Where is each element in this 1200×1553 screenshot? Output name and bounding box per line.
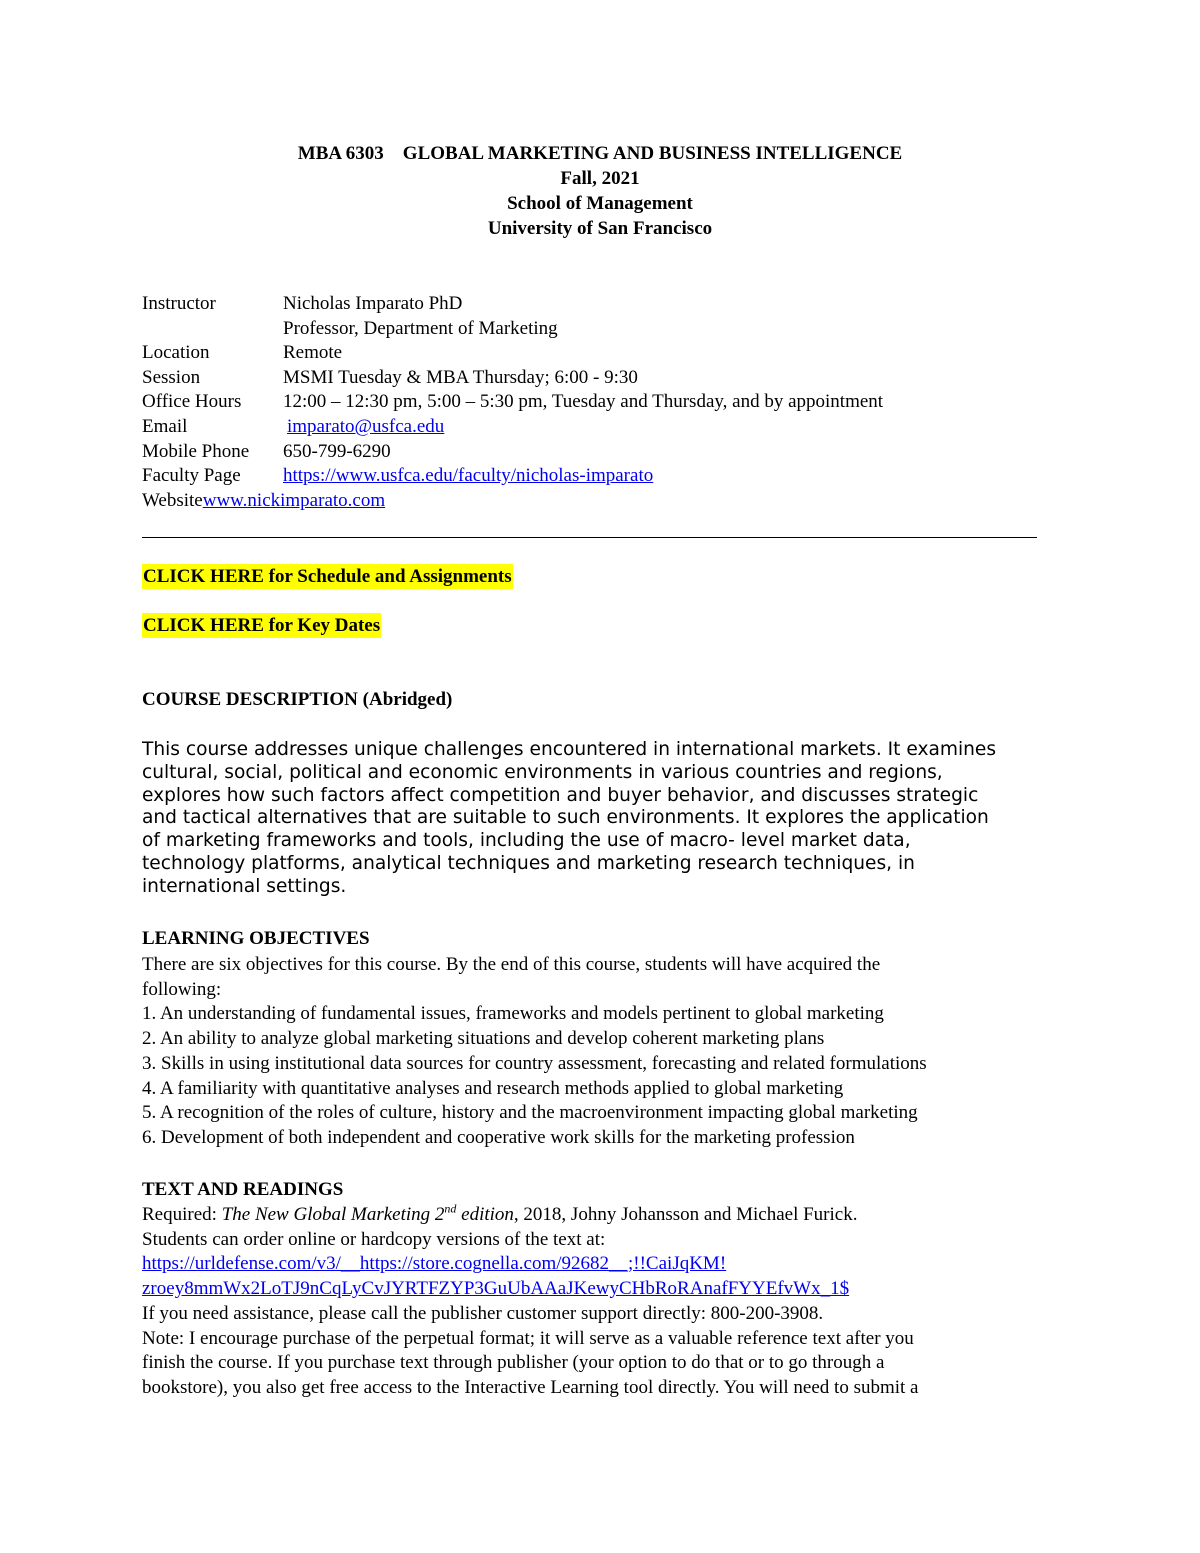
- email-label: Email: [142, 415, 188, 437]
- session-value: MSMI Tuesday & MBA Thursday; 6:00 - 9:30: [283, 366, 638, 388]
- email-link[interactable]: imparato@usfca.edu: [287, 415, 445, 437]
- instructor-title: Professor, Department of Marketing: [283, 317, 558, 339]
- location-label: Location: [142, 342, 210, 364]
- instructor-info: [142, 292, 883, 513]
- assistance-line: If you need assistance, please call the publisher customer support directly: 800-200-3908.: [142, 1302, 824, 1324]
- document-header: [0, 141, 1200, 241]
- university-name: University of San Francisco: [487, 218, 713, 239]
- instructor-title-row: [142, 317, 883, 342]
- office-hours-row: [142, 390, 883, 415]
- book-title: The New Global Marketing 2nd edition: [221, 1201, 514, 1225]
- objective-item: 2. An ability to analyze global marketing situations and develop coherent marketing plans: [142, 1028, 825, 1050]
- term: Fall, 2021: [560, 168, 640, 189]
- location-value: Remote: [283, 342, 343, 364]
- description-line: explores how such factors affect competition and buyer behavior, and discusses strategic: [142, 784, 979, 806]
- key-dates-link[interactable]: CLICK HERE for Key Dates: [143, 615, 381, 636]
- schedule-assignments-link[interactable]: CLICK HERE for Schedule and Assignments: [143, 566, 512, 587]
- objectives-intro: There are six objectives for this course. By the end of this course, students will have acquired the: [142, 954, 881, 975]
- text-readings-heading: TEXT AND READINGS: [142, 1179, 344, 1200]
- description-line: cultural, social, political and economic environments in various countries and regions,: [142, 761, 943, 783]
- school-name: School of Management: [507, 193, 693, 214]
- book-details: , 2018, Johny Johansson and Michael Furick.: [513, 1204, 858, 1225]
- location-row: [142, 341, 883, 366]
- objectives-intro-cont: following:: [142, 978, 222, 1000]
- note-line: Note: I encourage purchase of the perpetual format; it will serve as a valuable reference text after you: [142, 1327, 914, 1349]
- faculty-page-label: Faculty Page: [142, 465, 241, 487]
- phone-value: 650-799-6290: [283, 440, 391, 462]
- description-line: international settings.: [142, 875, 347, 897]
- publisher-link-cont[interactable]: zroey8mmWx2LoTJ9nCqLyCvJYRTFZYP3GuUbAAaJKewyCHbRoRAnafFYYEfvWx_1$: [142, 1278, 850, 1300]
- phone-label: Mobile Phone: [142, 440, 250, 462]
- publisher-link[interactable]: https://urldefense.com/v3/__https://store.cognella.com/92682__;!!CaiJqKM!: [142, 1253, 727, 1275]
- required-label: Required:: [142, 1204, 222, 1225]
- session-label: Session: [142, 366, 201, 388]
- objective-item: 4. A familiarity with quantitative analyses and research methods applied to global marketing: [142, 1077, 844, 1099]
- website-link[interactable]: www.nickimparato.com: [202, 489, 386, 511]
- required-text-line: [142, 1203, 1042, 1228]
- faculty-page-row: [142, 464, 883, 489]
- course-description-heading: COURSE DESCRIPTION (Abridged): [142, 689, 453, 710]
- note-line: finish the course. If you purchase text through publisher (your option to do that or to go through a: [142, 1352, 885, 1374]
- office-hours-label: Office Hours: [142, 391, 242, 413]
- description-line: and tactical alternatives that are suitable to such environments. It explores the application: [142, 807, 989, 829]
- objective-item: 1. An understanding of fundamental issues, frameworks and models pertinent to global marketing: [142, 1003, 884, 1025]
- instructor-label: Instructor: [142, 293, 216, 314]
- website-label: Website: [142, 489, 203, 511]
- email-row: [142, 415, 883, 440]
- course-title: MBA 6303 GLOBAL MARKETING AND BUSINESS INTELLIGENCE: [297, 143, 903, 164]
- learning-objectives: [142, 953, 1042, 1151]
- learning-objectives-heading: LEARNING OBJECTIVES: [142, 928, 370, 949]
- description-line: technology platforms, analytical techniques and marketing research techniques, in: [142, 852, 915, 874]
- instructor-row: [142, 292, 883, 317]
- objective-item: 6. Development of both independent and cooperative work skills for the marketing profession: [142, 1126, 855, 1148]
- faculty-page-link[interactable]: https://www.usfca.edu/faculty/nicholas-imparato: [283, 465, 654, 487]
- description-line: This course addresses unique challenges encountered in international markets. It examines: [142, 739, 997, 760]
- session-row: [142, 366, 883, 391]
- text-readings: [142, 1203, 1042, 1401]
- course-description-text: [142, 739, 1052, 899]
- objective-item: 3. Skills in using institutional data sources for country assessment, forecasting and related formulations: [142, 1052, 927, 1074]
- order-line: Students can order online or hardcopy versions of the text at:: [142, 1228, 606, 1250]
- instructor-name: Nicholas Imparato PhD: [283, 293, 463, 314]
- horizontal-divider: [142, 537, 1037, 538]
- description-line: of marketing frameworks and tools, including the use of macro- level market data,: [142, 830, 911, 852]
- objective-item: 5. A recognition of the roles of culture, history and the macroenvironment impacting global marketing: [142, 1102, 918, 1124]
- phone-row: [142, 440, 883, 465]
- note-line: bookstore), you also get free access to the Interactive Learning tool directly. You will need to submit a: [142, 1376, 919, 1398]
- office-hours-value: 12:00 – 12:30 pm, 5:00 – 5:30 pm, Tuesday and Thursday, and by appointment: [283, 391, 884, 413]
- website-row: [142, 489, 883, 514]
